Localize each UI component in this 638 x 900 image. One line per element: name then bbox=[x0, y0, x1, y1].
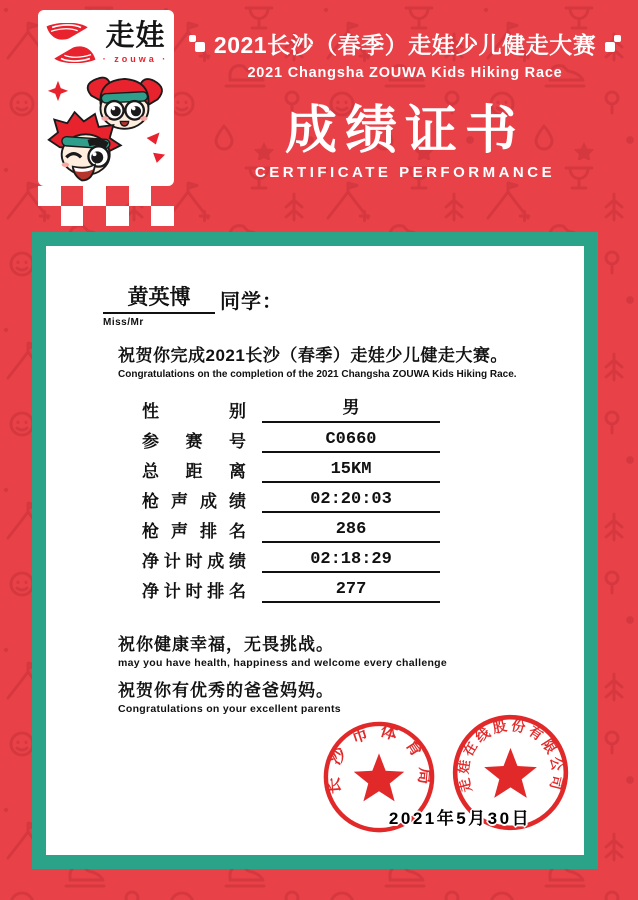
excitement-triangle-icon bbox=[147, 132, 160, 144]
congratulation-en: Congratulations on the completion of the 2021 Changsha ZOUWA Kids Hiking Race. bbox=[118, 369, 517, 380]
wish1-cn: 祝你健康幸福，无畏挑战。 bbox=[118, 635, 334, 654]
checker-cell bbox=[61, 206, 84, 226]
stamp-star-icon bbox=[484, 748, 537, 798]
checker-cell bbox=[129, 186, 152, 206]
brand-name-en: · zouwa · bbox=[103, 54, 169, 64]
checker-cell bbox=[151, 186, 174, 206]
stamp-text: 走娃在线股份有限公司 bbox=[454, 716, 567, 795]
field-label: 净计时成绩 bbox=[142, 552, 246, 571]
stamp-text: 长沙市体育局 bbox=[322, 720, 436, 795]
zouwa-z-wing-logo-icon bbox=[44, 23, 98, 63]
field-value: 286 bbox=[262, 519, 440, 543]
certificate-title-cn: 成绩证书 bbox=[284, 102, 525, 160]
checker-cell bbox=[106, 186, 129, 206]
certificate-title-block bbox=[180, 103, 630, 181]
brand-wordmark bbox=[103, 22, 169, 64]
field-row bbox=[142, 401, 440, 423]
result-fields bbox=[142, 401, 440, 611]
pixel-deco-right-icon bbox=[605, 35, 621, 52]
field-value: C0660 bbox=[262, 429, 440, 453]
field-row bbox=[142, 551, 440, 573]
issue-date: 2021年5月30日 bbox=[388, 809, 532, 828]
field-row bbox=[142, 431, 440, 453]
field-value: 02:18:29 bbox=[262, 549, 440, 573]
excitement-triangle-icon bbox=[153, 153, 165, 163]
checker-cell bbox=[83, 206, 106, 226]
recipient-name: 黄英博 bbox=[103, 281, 215, 314]
brand-logo-row bbox=[44, 22, 169, 64]
checker-cell bbox=[151, 206, 174, 226]
field-row bbox=[142, 491, 440, 513]
checker-cell bbox=[106, 206, 129, 226]
checker-cell bbox=[61, 186, 84, 206]
congratulation-cn: 祝贺你完成2021长沙（春季）走娃少儿健走大赛。 bbox=[118, 346, 508, 365]
field-label: 性别 bbox=[142, 402, 246, 421]
stamp-star-icon bbox=[354, 753, 405, 801]
wish1-en: may you have health, happiness and welcome every challenge bbox=[118, 657, 448, 669]
checker-flag-band bbox=[38, 186, 174, 226]
brand-logo-box bbox=[38, 10, 174, 186]
field-value: 15KM bbox=[262, 459, 440, 483]
certificate-title-en: CERTIFICATE PERFORMANCE bbox=[254, 164, 556, 182]
congratulation-block bbox=[118, 341, 538, 380]
mascot-girl-icon bbox=[88, 78, 162, 129]
field-row bbox=[142, 581, 440, 603]
field-value: 男 bbox=[262, 399, 440, 423]
pixel-deco-left-icon bbox=[189, 35, 205, 52]
field-row bbox=[142, 461, 440, 483]
checker-cell bbox=[129, 206, 152, 226]
checker-cell bbox=[38, 206, 61, 226]
recipient-note: Miss/Mr bbox=[103, 317, 144, 328]
field-row bbox=[142, 521, 440, 543]
field-value: 02:20:03 bbox=[262, 489, 440, 513]
event-title-en: 2021 Changsha ZOUWA Kids Hiking Race bbox=[247, 65, 563, 81]
checker-cell bbox=[38, 186, 61, 206]
checker-cell bbox=[83, 186, 106, 206]
event-title-cn: 2021长沙（春季）走娃少儿健走大赛 bbox=[213, 32, 597, 58]
recipient-block bbox=[103, 281, 283, 328]
field-label: 净计时排名 bbox=[142, 582, 246, 601]
recipient-suffix: 同学： bbox=[220, 291, 283, 313]
field-value: 277 bbox=[262, 579, 440, 603]
wish2-en: Congratulations on your excellent parents bbox=[118, 703, 341, 715]
event-title-block bbox=[180, 27, 630, 81]
field-label: 参赛号 bbox=[142, 432, 246, 451]
field-label: 枪声排名 bbox=[142, 522, 246, 541]
field-label: 枪声成绩 bbox=[142, 492, 246, 511]
wishes-block bbox=[118, 630, 538, 722]
brand-name-cn: 走娃 bbox=[105, 20, 166, 52]
mascot-kids-illustration bbox=[39, 66, 173, 186]
field-label: 总距离 bbox=[142, 462, 246, 481]
wish2-cn: 祝贺你有优秀的爸爸妈妈。 bbox=[118, 681, 334, 700]
sparkle-icon bbox=[48, 81, 68, 101]
